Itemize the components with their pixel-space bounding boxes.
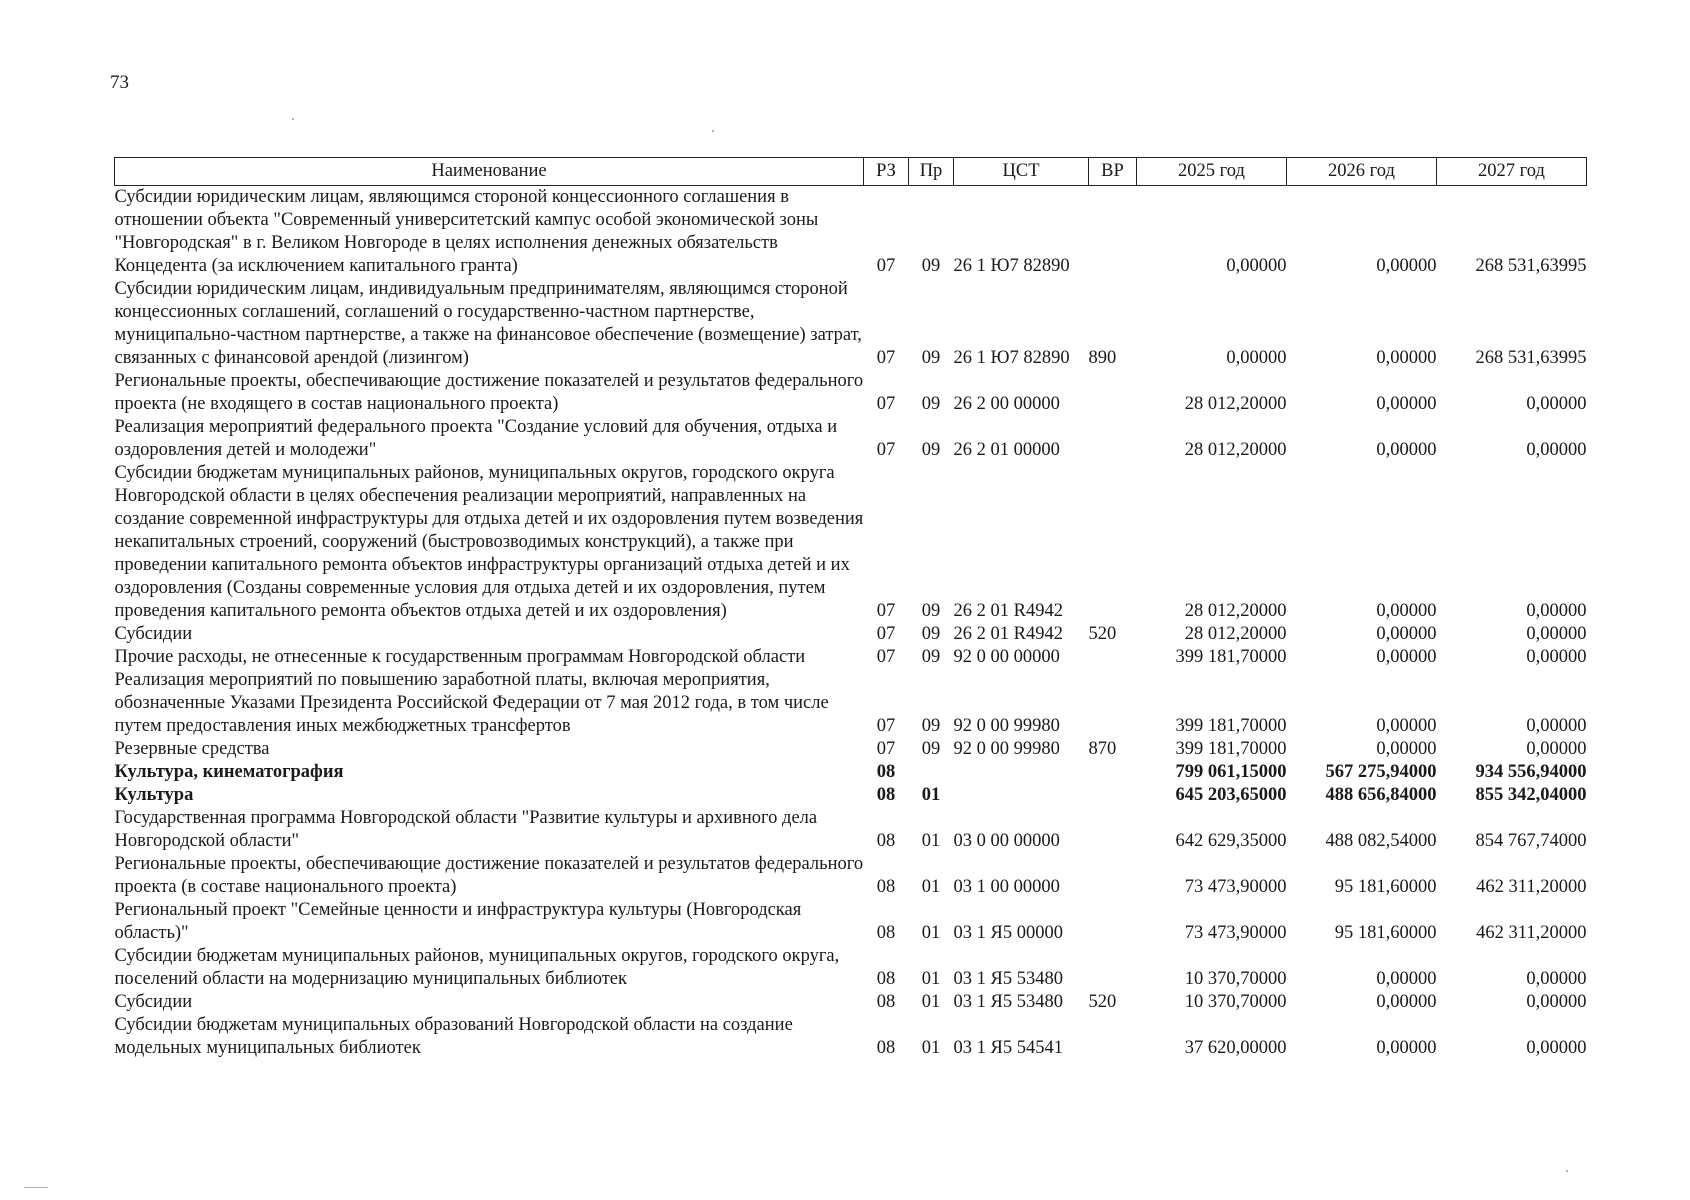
header-2025: 2025 год (1137, 158, 1287, 186)
row-value-2026: 567 275,94000 (1325, 762, 1437, 782)
row-vr (1089, 899, 1137, 945)
row-pr: 09 (921, 394, 941, 414)
row-value-2025: 399 181,70000 (1175, 647, 1287, 667)
row-rz: 08 (876, 992, 896, 1012)
table-row (115, 807, 1587, 853)
row-value-2026: 0,00000 (1376, 647, 1437, 667)
row-value-2027: 0,00000 (1526, 601, 1587, 621)
row-name: Региональный проект "Семейные ценности и инфраструктура культуры (Новгородская область)" (114, 900, 802, 943)
row-rz: 07 (876, 348, 896, 368)
row-name: Субсидии бюджетам муниципальных районов, муниципальных округов, городского округа Новгородской области в целях обеспечения реализации мероприятий, направленных на создание современной инфраструктуры для отдыха детей и их оздоровления путем возведения некапитальных строений, сооружений (быстровозводимых конструкций), а также при проведении капитального ремонта объектов инфраструктуры организаций отдыха детей и их оздоровления (Созданы современные условия для отдыха детей и их оздоровления, путем проведения капитального ремонта объектов отдыха детей и их оздоровления) (114, 463, 864, 621)
row-value-2027: 855 342,04000 (1475, 785, 1587, 805)
row-pr: 01 (921, 992, 941, 1012)
row-pr: 09 (921, 601, 941, 621)
row-cst: 26 2 01 00000 (953, 440, 1060, 460)
row-name: Региональные проекты, обеспечивающие достижение показателей и результатов федерального проекта (не входящего в состав национального проекта) (114, 371, 864, 414)
row-name: Государственная программа Новгородской области "Развитие культуры и архивного дела Новгородской области" (114, 808, 818, 851)
row-vr (1089, 945, 1137, 991)
table-row (115, 1014, 1587, 1060)
row-rz: 07 (876, 440, 896, 460)
page-number: 73 (110, 72, 129, 93)
row-cst: 92 0 00 00000 (953, 647, 1060, 667)
row-value-2026: 0,00000 (1376, 716, 1437, 736)
row-value-2026: 0,00000 (1376, 256, 1437, 276)
table-row (115, 991, 1587, 1014)
row-value-2026: 0,00000 (1376, 601, 1437, 621)
row-pr: 01 (921, 877, 941, 897)
row-value-2025: 399 181,70000 (1175, 739, 1287, 759)
row-value-2026: 0,00000 (1376, 394, 1437, 414)
row-name: Культура (114, 785, 194, 805)
row-value-2027: 854 767,74000 (1475, 831, 1587, 851)
row-cst: 26 1 Ю7 82890 (953, 256, 1070, 276)
scan-speck (712, 130, 714, 132)
row-name: Субсидии (114, 624, 193, 644)
table-row (115, 278, 1587, 370)
row-value-2026: 0,00000 (1376, 624, 1437, 644)
row-vr (1089, 370, 1137, 416)
row-rz: 07 (876, 394, 896, 414)
row-name: Региональные проекты, обеспечивающие достижение показателей и результатов федерального проекта (в составе национального проекта) (114, 854, 864, 897)
header-rz: РЗ (864, 158, 909, 186)
row-name: Субсидии бюджетам муниципальных районов, муниципальных округов, городского округа, поселений области на модернизацию муниципальных библиотек (114, 946, 840, 989)
row-pr: 09 (921, 716, 941, 736)
row-vr (1089, 807, 1137, 853)
row-vr (1089, 462, 1137, 623)
row-rz: 08 (876, 762, 896, 782)
row-rz: 07 (876, 256, 896, 276)
row-rz: 07 (876, 624, 896, 644)
table-row (115, 623, 1587, 646)
row-value-2025: 799 061,15000 (1175, 762, 1287, 782)
row-value-2027: 462 311,20000 (1476, 923, 1587, 943)
row-cst: 03 1 Я5 00000 (953, 923, 1063, 943)
row-pr: 01 (921, 785, 941, 805)
row-rz: 08 (876, 785, 896, 805)
row-cst: 03 1 Я5 54541 (953, 1038, 1063, 1058)
row-value-2026: 0,00000 (1376, 992, 1437, 1012)
row-rz: 07 (876, 739, 896, 759)
row-cst (954, 784, 1089, 807)
row-value-2026: 0,00000 (1376, 1038, 1437, 1058)
row-pr: 01 (921, 969, 941, 989)
row-name: Реализация мероприятий федерального проекта "Создание условий для обучения, отдыха и оздоровления детей и молодежи" (114, 417, 838, 460)
row-value-2027: 0,00000 (1526, 624, 1587, 644)
row-value-2025: 28 012,20000 (1184, 601, 1287, 621)
scan-speck (24, 1187, 48, 1188)
row-vr (1089, 186, 1137, 279)
row-name: Субсидии юридическим лицам, индивидуальным предпринимателям, являющимся стороной концессионных соглашений, соглашений о государственно-частном партнерстве, муниципально-частном партнерстве, а также на финансовое обеспечение (возмещение) затрат, связанных с финансовой арендой (лизингом) (114, 279, 862, 368)
row-pr: 01 (921, 1038, 941, 1058)
row-cst: 26 2 00 00000 (953, 394, 1060, 414)
row-value-2025: 10 370,70000 (1184, 969, 1287, 989)
row-vr (1089, 761, 1137, 784)
row-value-2026: 0,00000 (1376, 969, 1437, 989)
table-row (115, 646, 1587, 669)
header-vr: ВР (1089, 158, 1137, 186)
row-value-2025: 642 629,35000 (1175, 831, 1287, 851)
row-vr (1089, 784, 1137, 807)
row-name: Субсидии бюджетам муниципальных образований Новгородской области на создание модельных муниципальных библиотек (114, 1015, 793, 1058)
header-cst: ЦСТ (954, 158, 1089, 186)
row-value-2025: 0,00000 (1226, 348, 1287, 368)
row-rz: 07 (876, 647, 896, 667)
row-pr: 09 (921, 348, 941, 368)
row-vr (1089, 416, 1137, 462)
row-value-2027: 0,00000 (1526, 440, 1587, 460)
row-value-2025: 28 012,20000 (1184, 624, 1287, 644)
row-value-2027: 268 531,63995 (1475, 348, 1587, 368)
row-cst (954, 761, 1089, 784)
row-value-2025: 37 620,00000 (1184, 1038, 1287, 1058)
row-pr: 09 (921, 739, 941, 759)
row-name: Резервные средства (114, 739, 270, 759)
row-pr: 01 (921, 923, 941, 943)
table-row (115, 761, 1587, 784)
row-pr: 09 (921, 647, 941, 667)
table-row (115, 853, 1587, 899)
row-rz: 07 (876, 601, 896, 621)
row-vr: 890 (1088, 348, 1117, 368)
row-cst: 26 1 Ю7 82890 (953, 348, 1070, 368)
row-cst: 03 1 00 00000 (953, 877, 1060, 897)
header-2026: 2026 год (1287, 158, 1437, 186)
row-value-2025: 28 012,20000 (1184, 394, 1287, 414)
row-cst: 26 2 01 R4942 (953, 624, 1063, 644)
row-name: Субсидии (114, 992, 193, 1012)
row-rz: 08 (876, 923, 896, 943)
row-pr: 09 (921, 624, 941, 644)
budget-table (114, 157, 1587, 1060)
row-cst: 03 0 00 00000 (953, 831, 1060, 851)
row-vr (1089, 646, 1137, 669)
row-name: Реализация мероприятий по повышению заработной платы, включая мероприятия, обозначенные Указами Президента Российской Федерации от 7 мая 2012 года, в том числе путем предоставления иных межбюджетных трансфертов (114, 670, 829, 736)
row-value-2025: 645 203,65000 (1175, 785, 1287, 805)
header-pr: Пр (909, 158, 954, 186)
table-row (115, 669, 1587, 738)
row-value-2026: 95 181,60000 (1334, 877, 1437, 897)
row-vr (1089, 853, 1137, 899)
table-row (115, 462, 1587, 623)
row-value-2027: 0,00000 (1526, 716, 1587, 736)
row-pr: 09 (921, 256, 941, 276)
row-vr: 520 (1088, 624, 1117, 644)
row-value-2027: 268 531,63995 (1475, 256, 1587, 276)
row-value-2025: 10 370,70000 (1184, 992, 1287, 1012)
row-pr: 09 (921, 440, 941, 460)
row-rz: 08 (876, 831, 896, 851)
row-vr: 520 (1088, 992, 1117, 1012)
row-name: Культура, кинематография (114, 762, 344, 782)
row-vr (1089, 1014, 1137, 1060)
row-rz: 08 (876, 877, 896, 897)
table-body (115, 186, 1587, 1061)
row-value-2027: 0,00000 (1526, 1038, 1587, 1058)
row-value-2027: 0,00000 (1526, 647, 1587, 667)
row-cst: 03 1 Я5 53480 (953, 969, 1063, 989)
row-value-2027: 934 556,94000 (1475, 762, 1587, 782)
row-value-2026: 0,00000 (1376, 348, 1437, 368)
row-cst: 92 0 00 99980 (953, 739, 1060, 759)
table-row (115, 945, 1587, 991)
table-row (115, 738, 1587, 761)
row-cst: 26 2 01 R4942 (953, 601, 1063, 621)
table-header-row (115, 158, 1587, 186)
row-value-2026: 0,00000 (1376, 739, 1437, 759)
row-vr (1089, 669, 1137, 738)
table-row (115, 186, 1587, 279)
row-rz: 08 (876, 969, 896, 989)
row-value-2025: 0,00000 (1226, 256, 1287, 276)
table-row (115, 784, 1587, 807)
row-value-2026: 0,00000 (1376, 440, 1437, 460)
header-name: Наименование (115, 158, 864, 186)
row-value-2026: 488 082,54000 (1325, 831, 1437, 851)
row-name: Субсидии юридическим лицам, являющимся стороной концессионного соглашения в отношении объекта "Современный университетский кампус особой экономической зоны "Новгородская" в г. Великом Новгороде в целях исполнения денежных обязательств Концедента (за исключением капитального гранта) (114, 187, 819, 276)
scan-speck (292, 118, 294, 120)
row-vr: 870 (1088, 739, 1117, 759)
row-value-2027: 462 311,20000 (1476, 877, 1587, 897)
row-name: Прочие расходы, не отнесенные к государственным программам Новгородской области (114, 647, 806, 667)
row-value-2026: 488 656,84000 (1325, 785, 1437, 805)
row-value-2027: 0,00000 (1526, 739, 1587, 759)
row-value-2027: 0,00000 (1526, 992, 1587, 1012)
row-pr: 01 (921, 831, 941, 851)
table-row (115, 416, 1587, 462)
row-value-2025: 28 012,20000 (1184, 440, 1287, 460)
row-value-2025: 73 473,90000 (1184, 877, 1287, 897)
row-value-2027: 0,00000 (1526, 969, 1587, 989)
row-cst: 03 1 Я5 53480 (953, 992, 1063, 1012)
row-cst: 92 0 00 99980 (953, 716, 1060, 736)
row-value-2025: 399 181,70000 (1175, 716, 1287, 736)
row-pr (909, 761, 954, 784)
row-rz: 08 (876, 1038, 896, 1058)
header-2027: 2027 год (1437, 158, 1587, 186)
row-value-2025: 73 473,90000 (1184, 923, 1287, 943)
table-row (115, 899, 1587, 945)
table-row (115, 370, 1587, 416)
row-value-2026: 95 181,60000 (1334, 923, 1437, 943)
scan-speck (1566, 1170, 1568, 1172)
row-rz: 07 (876, 716, 896, 736)
row-value-2027: 0,00000 (1526, 394, 1587, 414)
